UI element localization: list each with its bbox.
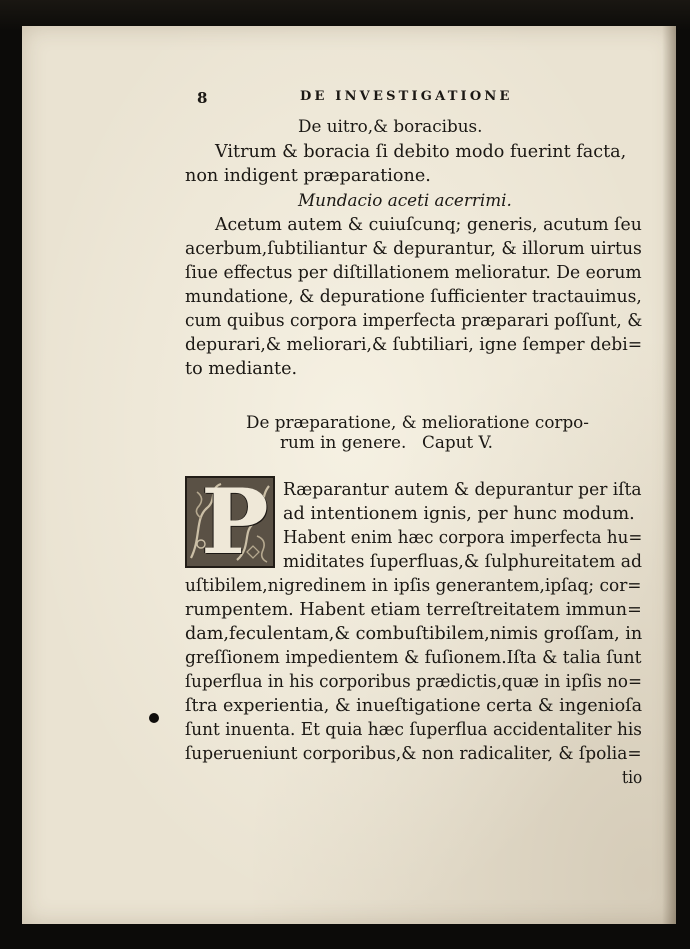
chapter-heading-line1: De præparatione, & melioratione corpo- xyxy=(246,412,589,432)
text-line: ad intentionem ignis, per hunc modum. xyxy=(283,504,635,524)
section-title-vinegar: Mundacio aceti acerrimi. xyxy=(298,190,512,210)
text-line: ſiue effectus per diſtillationem melioratur. De eorum xyxy=(185,263,642,283)
text-line: non indigent præparatione. xyxy=(185,166,431,186)
text-line: mundatione, & depuratione ſufficienter tractauimus, xyxy=(185,287,642,307)
chapter-number: Caput V. xyxy=(422,432,493,452)
text-line: ſunt inuenta. Et quia hæc ſuperflua accidentaliter his xyxy=(185,720,642,740)
decorated-initial xyxy=(185,476,275,568)
text-line: acerbum,ſubtiliantur & depurantur, & illorum uirtus xyxy=(185,239,642,259)
running-title: DE INVESTIGATIONE xyxy=(300,89,513,104)
text-line: depurari,& meliorari,& ſubtiliari, igne ſemper debi= xyxy=(185,335,643,355)
chapter-heading-line2: rum in genere. xyxy=(280,432,407,452)
text-line: miditates ſuperfluas,& ſulphureitatem ad xyxy=(283,552,643,572)
page-edge-shadow xyxy=(662,26,676,924)
text-line: uſtibilem,nigredinem in ipſis generantem,ipſaq; cor= xyxy=(185,576,642,596)
page-number: 8 xyxy=(197,89,208,107)
text-line: to mediante. xyxy=(185,359,298,379)
section-title-nitre: De uitro,& boracibus. xyxy=(298,116,483,136)
text-line: dam,feculentam,& combuſtibilem,nimis groſſam, in xyxy=(185,624,643,644)
text-line: ſuperueniunt corporibus,& non radicaliter, & ſpolia= xyxy=(185,744,642,764)
text-line: Habent enim hæc corpora imperfecta hu= xyxy=(283,528,643,548)
text-line: ſuperflua in his corporibus prædictis,quæ in ipſis no= xyxy=(185,672,642,692)
text-line: ſtra experientia, & inueſtigatione certa & ingenioſa xyxy=(185,696,643,716)
text-line: Ræparantur autem & depurantur per iſta xyxy=(283,480,642,500)
text-line: Vitrum & boracia ſi debito modo fuerint facta, xyxy=(215,142,627,162)
catchword: tio xyxy=(622,768,643,788)
text-line: rumpentem. Habent etiam terreſtreitatem immun= xyxy=(185,600,642,620)
margin-ink-dot xyxy=(149,713,159,723)
drop-cap-letter: P xyxy=(201,476,269,568)
text-line: greſſionem impedientem & fuſionem.Iſta & talia ſunt xyxy=(185,648,642,668)
text-line: Acetum autem & cuiuſcunq; generis, acutum ſeu xyxy=(215,215,642,235)
text-line: cum quibus corpora imperfecta præparari poſſunt, & xyxy=(185,311,643,331)
